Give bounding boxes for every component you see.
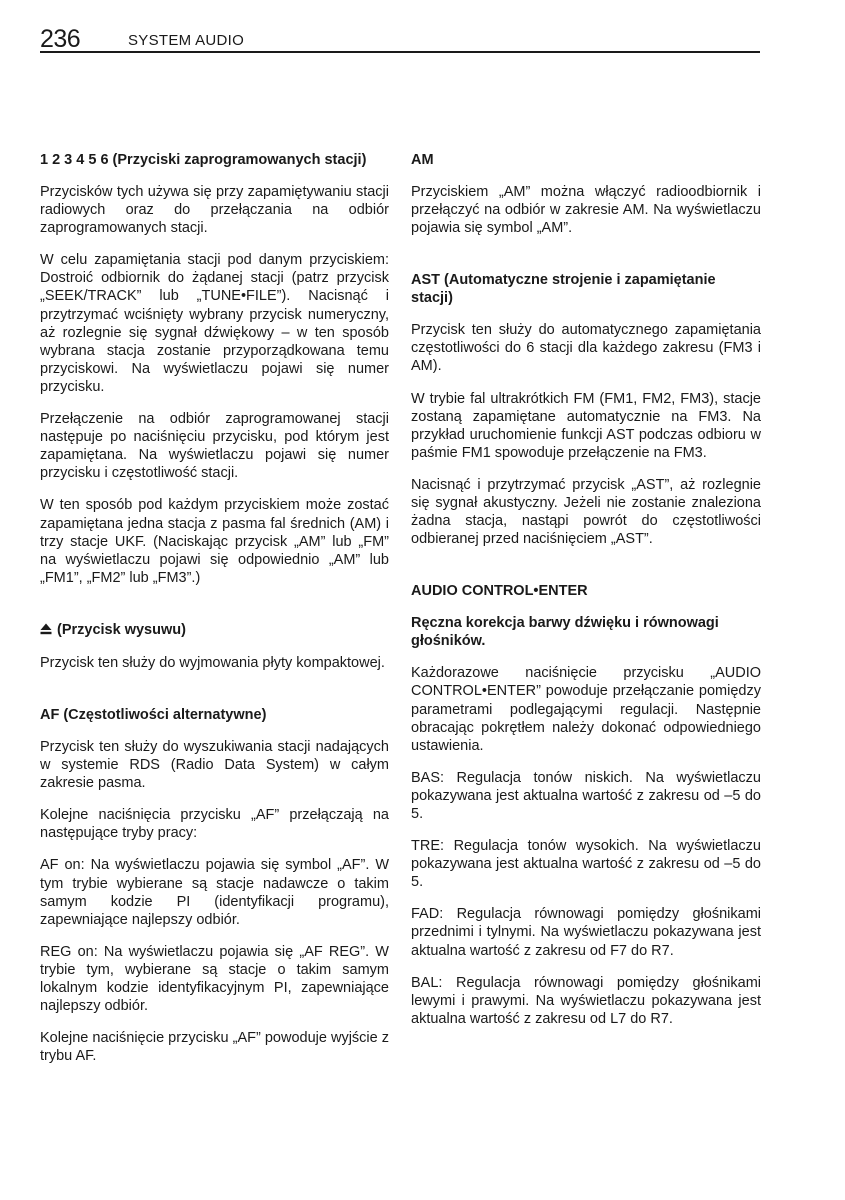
eject-icon xyxy=(40,622,52,640)
fad-paragraph: FAD: Regulacja równowagi pomiędzy głośnikami przednimi i tylnymi. Na wyświetlaczu pokazywana jest aktualna wartość z zakresu od F7 do R7. xyxy=(411,906,761,959)
eject-heading-label: (Przycisk wysuwu) xyxy=(57,621,186,638)
af-paragraph-1: Przycisk ten służy do wyszukiwania stacji nadających w systemie RDS (Radio Data System) w całym zakresie pasma. xyxy=(40,738,389,792)
ast-heading: AST (Automatyczne strojenie i zapamiętanie stacji) xyxy=(411,272,716,307)
page-number: 236 xyxy=(40,25,81,53)
audio-control-paragraph-1: Każdorazowe naciśnięcie przycisku „AUDIO CONTROL•ENTER” powoduje przełączanie pomiędzy parametrami podlegającymi regulacji. Następnie obracając pokrętłem należy dokonać odpowiedniego ustawienia. xyxy=(411,665,761,754)
ast-paragraph-3: Nacisnąć i przytrzymać przycisk „AST”, aż rozlegnie się sygnał akustyczny. Jeżeli nie zostanie znaleziona żadna stacja, nastąpi powrót do częstotliwości odbieranej przed naciśnięciem „AST”. xyxy=(411,476,761,548)
preset-paragraph-1: Przycisków tych używa się przy zapamiętywaniu stacji radiowych oraz do przełączania na odbiór zaprogramowanych stacji. xyxy=(40,184,389,237)
audio-control-subheading: Ręczna korekcja barwy dźwięku i równowagi głośników. xyxy=(411,615,719,650)
eject-paragraph-1: Przycisk ten służy do wyjmowania płyty kompaktowej. xyxy=(40,654,385,671)
page-header xyxy=(40,24,760,54)
right-column xyxy=(411,151,761,1042)
af-paragraph-3: AF on: Na wyświetlaczu pojawia się symbol „AF”. W tym trybie wybierane są stacje nadawcze o takim samym kodzie PI (identyfikacji programu), zapewniające najlepszy odbiór. xyxy=(40,857,389,928)
am-paragraph-1: Przyciskiem „AM” można włączyć radioodbiornik i przełączyć na odbiór w zakresie AM. Na wyświetlaczu pojawia się symbol „AM”. xyxy=(411,184,761,237)
bas-paragraph: BAS: Regulacja tonów niskich. Na wyświetlaczu pokazywana jest aktualna wartość z zakresu od –5 do 5. xyxy=(411,769,761,822)
header-rule xyxy=(40,51,760,53)
preset-paragraph-2: W celu zapamiętania stacji pod danym przyciskiem: Dostroić odbiornik do żądanej stacji (patrz przycisk „SEEK/TRACK” lub „TUNE•FILE”). Nacisnąć i przytrzymać wciśnięty wybrany przycisk numeryczny, aż rozlegnie się sygnał dźwiękowy – w ten sposób wybrana stacja zostanie przyporządkowana temu przyciskowi. Na wyświetlaczu pojawi się numer przycisku. xyxy=(40,252,389,395)
left-column xyxy=(40,151,389,1079)
eject-heading xyxy=(40,621,389,640)
preset-paragraph-4: W ten sposób pod każdym przyciskiem może zostać zapamiętana jedna stacja z pasma fal średnich (AM) i trzy stacje UKF. (Naciskając przycisk „AM” lub „FM” na wyświetlaczu pojawi się odpowiednio „AM” lub „FM1”, „FM2” lub „FM3”.) xyxy=(40,497,389,586)
ast-paragraph-2: W trybie fal ultrakrótkich FM (FM1, FM2, FM3), stacje zostaną zapamiętane automatycznie na FM3. Na przykład uruchomienie funkcji AST podczas odbioru w paśmie FM1 spowoduje przełączenie na FM3. xyxy=(411,390,761,461)
bal-paragraph: BAL: Regulacja równowagi pomiędzy głośnikami lewymi i prawymi. Na wyświetlaczu pokazywana jest aktualna wartość z zakresu od L7 do R7. xyxy=(411,974,761,1027)
af-paragraph-4: REG on: Na wyświetlaczu pojawia się „AF REG”. W trybie tym, wybierane są stacje o takim samym lokalnym kodzie identyfikacyjnym PI, zapewniające najlepszy odbiór. xyxy=(40,943,389,1015)
audio-control-heading: AUDIO CONTROL•ENTER xyxy=(411,583,588,600)
am-heading: AM xyxy=(411,152,434,168)
ast-paragraph-1: Przycisk ten służy do automatycznego zapamiętania częstotliwości do 6 stacji dla każdego zakresu (FM3 i AM). xyxy=(411,322,761,375)
preset-paragraph-3: Przełączenie na odbiór zaprogramowanej stacji następuje po naciśnięciu przycisku, pod którym jest zapamiętana. Na wyświetlaczu pojawi się numer przycisku i częstotliwość stacji. xyxy=(40,411,389,482)
af-paragraph-5: Kolejne naciśnięcie przycisku „AF” powoduje wyjście z trybu AF. xyxy=(40,1030,389,1065)
af-paragraph-2: Kolejne naciśnięcia przycisku „AF” przełączają na następujące tryby pracy: xyxy=(40,807,389,842)
section-title: SYSTEM AUDIO xyxy=(128,32,245,49)
preset-buttons-heading: 1 2 3 4 5 6 (Przyciski zaprogramowanych stacji) xyxy=(40,152,367,168)
tre-paragraph: TRE: Regulacja tonów wysokich. Na wyświetlaczu pokazywana jest aktualna wartość z zakresu od –5 do 5. xyxy=(411,838,761,891)
af-heading: AF (Częstotliwości alternatywne) xyxy=(40,706,267,723)
